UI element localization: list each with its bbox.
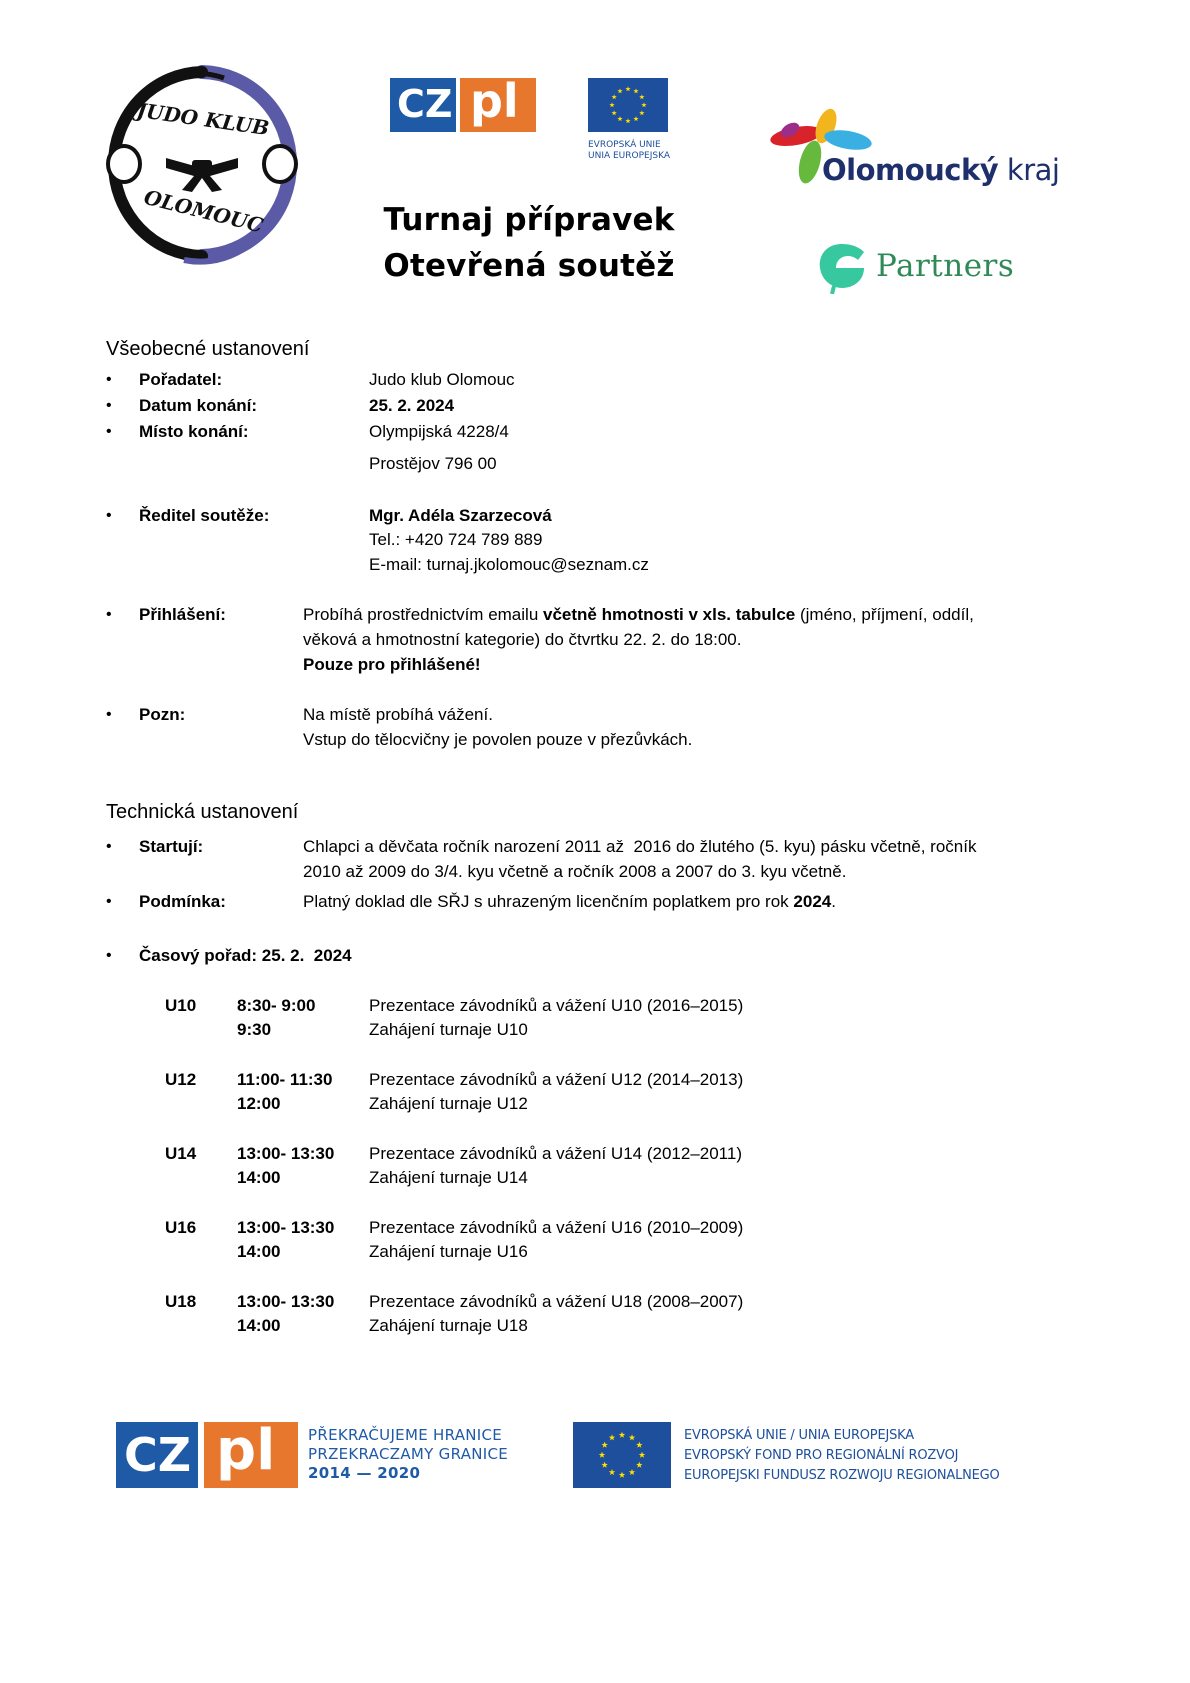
note-line1: Na místě probíhá vážení. — [303, 705, 493, 724]
schedule-category: U14 — [165, 1144, 197, 1163]
registration-text-a: Probíhá prostřednictvím emailu — [303, 605, 543, 624]
start-line2: 2010 až 2009 do 3/4. kyu včetně a ročník 2008 a 2007 do 3. kyu včetně. — [303, 862, 847, 881]
condition-text-a: Platný doklad dle SŘJ s uhrazeným licenčním poplatkem pro rok — [303, 892, 794, 911]
registration-text-c: (jméno, příjmení, oddíl, — [795, 605, 974, 624]
czpl-pl-text: pl — [470, 74, 519, 128]
page-title-line1: Turnaj přípravek — [383, 202, 675, 238]
schedule-label: Časový pořad: 25. 2. 2024 — [139, 946, 352, 965]
eu-footer-line2: EVROPSKÝ FOND PRO REGIONÁLNÍ ROZVOJ — [684, 1448, 959, 1463]
partners-leaf-icon — [814, 238, 870, 294]
schedule-desc-start: Zahájení turnaje U12 — [369, 1094, 528, 1113]
venue-line2: Prostějov 796 00 — [369, 454, 497, 473]
czpl-cz-text: CZ — [397, 82, 453, 126]
note-line2: Vstup do tělocvičny je povolen pouze v přezůvkách. — [303, 730, 693, 749]
czpl-footer-pl-text: pl — [216, 1418, 276, 1483]
date-value: 25. 2. 2024 — [369, 396, 455, 415]
bullet-icon: • — [106, 423, 112, 440]
schedule-time-start: 14:00 — [237, 1242, 281, 1261]
director-name: Mgr. Adéla Szarzecová — [369, 506, 552, 525]
czpl-footer-line1: PŘEKRAČUJEME HRANICE — [308, 1426, 503, 1444]
eu-caption-line2: UNIA EUROPEJSKA — [588, 151, 670, 161]
czpl-footer-text — [308, 1426, 508, 1483]
schedule-time-start: 9:30 — [237, 1020, 272, 1039]
start-label: Startují: — [139, 837, 204, 856]
schedule-desc-presentation: Prezentace závodníků a vážení U10 (2016–2015) — [369, 996, 744, 1015]
schedule-time-presentation: 13:00- 13:30 — [237, 1218, 335, 1237]
registration-line3: Pouze pro přihlášené! — [303, 655, 481, 674]
schedule-category: U12 — [165, 1070, 197, 1089]
date-label: Datum konání: — [139, 396, 258, 415]
schedule-desc-start: Zahájení turnaje U14 — [369, 1168, 528, 1187]
schedule-category: U16 — [165, 1218, 197, 1237]
eu-caption-top — [588, 140, 670, 162]
partners-text: Partners — [876, 248, 1015, 284]
bullet-icon: • — [106, 507, 112, 524]
general-heading: Všeobecné ustanovení — [106, 338, 310, 360]
bullet-icon: • — [106, 606, 112, 623]
director-label: Ředitel soutěže: — [139, 506, 270, 525]
eu-caption-line1: EVROPSKÁ UNIE — [588, 140, 661, 150]
czpl-footer-line2: PRZEKRACZAMY GRANICE — [308, 1445, 509, 1463]
judo-klub-logo — [104, 64, 300, 270]
bullet-icon: • — [106, 397, 112, 414]
schedule-time-presentation: 13:00- 13:30 — [237, 1292, 335, 1311]
registration-line2: věková a hmotnostní kategorie) do čtvrtku 22. 2. do 18:00. — [303, 630, 742, 649]
eu-footer-line3: EUROPEJSKI FUNDUSZ ROZWOJU REGIONALNEGO — [684, 1468, 1000, 1483]
judo-logo-top-text: JUDO KLUB — [135, 97, 271, 141]
technical-heading: Technická ustanovení — [106, 801, 299, 823]
czpl-footer-cz-text: CZ — [124, 1428, 192, 1482]
note-label: Pozn: — [139, 705, 186, 724]
director-tel: Tel.: +420 724 789 889 — [369, 530, 543, 549]
registration-label: Přihlášení: — [139, 605, 226, 624]
schedule-desc-presentation: Prezentace závodníků a vážení U12 (2014–2013) — [369, 1070, 744, 1089]
schedule-time-presentation: 13:00- 13:30 — [237, 1144, 335, 1163]
schedule-time-start: 14:00 — [237, 1316, 281, 1335]
schedule-desc-presentation: Prezentace závodníků a vážení U14 (2012–2011) — [369, 1144, 742, 1163]
olomoucky-bold-text: Olomoucký — [822, 153, 999, 187]
condition-text-c: . — [831, 892, 836, 911]
schedule-desc-start: Zahájení turnaje U16 — [369, 1242, 528, 1261]
director-email: E-mail: turnaj.jkolomouc@seznam.cz — [369, 555, 649, 574]
eu-flag-footer — [573, 1422, 671, 1488]
bullet-icon: • — [106, 893, 112, 910]
page-title-line2: Otevřená soutěž — [383, 248, 675, 284]
organizer-label: Pořadatel: — [139, 370, 223, 389]
start-line1: Chlapci a děvčata ročník narození 2011 až 2016 do žlutého (5. kyu) pásku včetně, ročník — [303, 837, 977, 856]
schedule-desc-presentation: Prezentace závodníků a vážení U16 (2010–2009) — [369, 1218, 744, 1237]
eu-footer-text — [684, 1426, 1000, 1486]
venue-line1: Olympijská 4228/4 — [369, 422, 509, 441]
bullet-icon: • — [106, 838, 112, 855]
czpl-footer-line3: 2014 — 2020 — [308, 1464, 421, 1482]
schedule-time-start: 12:00 — [237, 1094, 281, 1113]
czpl-logo-footer — [116, 1418, 298, 1488]
schedule-desc-presentation: Prezentace závodníků a vážení U18 (2008–2007) — [369, 1292, 744, 1311]
bullet-icon: • — [106, 371, 112, 388]
registration-text-b: včetně hmotnosti v xls. tabulce — [543, 605, 796, 624]
czpl-logo-top — [390, 74, 536, 132]
registration-line1 — [303, 603, 1063, 627]
eu-footer-line1: EVROPSKÁ UNIE / UNIA EUROPEJSKA — [684, 1428, 914, 1443]
condition-label: Podmínka: — [139, 892, 226, 911]
judo-logo-bottom-text: OLOMOUC — [141, 184, 266, 238]
eu-flag-top — [588, 78, 668, 132]
olomoucky-kraj-text — [822, 152, 1059, 188]
olomoucky-kraj-word: kraj — [1006, 153, 1060, 187]
condition-line — [303, 890, 1063, 914]
schedule-desc-start: Zahájení turnaje U10 — [369, 1020, 528, 1039]
schedule-time-presentation: 8:30- 9:00 — [237, 996, 316, 1015]
schedule-time-presentation: 11:00- 11:30 — [237, 1070, 333, 1089]
schedule-category: U10 — [165, 996, 197, 1015]
bullet-icon: • — [106, 947, 112, 964]
venue-label: Místo konání: — [139, 422, 249, 441]
condition-text-b: 2024 — [793, 892, 832, 911]
organizer-value: Judo klub Olomouc — [369, 370, 515, 389]
schedule-category: U18 — [165, 1292, 197, 1311]
bullet-icon: • — [106, 706, 112, 723]
schedule-time-start: 14:00 — [237, 1168, 281, 1187]
schedule-desc-start: Zahájení turnaje U18 — [369, 1316, 528, 1335]
